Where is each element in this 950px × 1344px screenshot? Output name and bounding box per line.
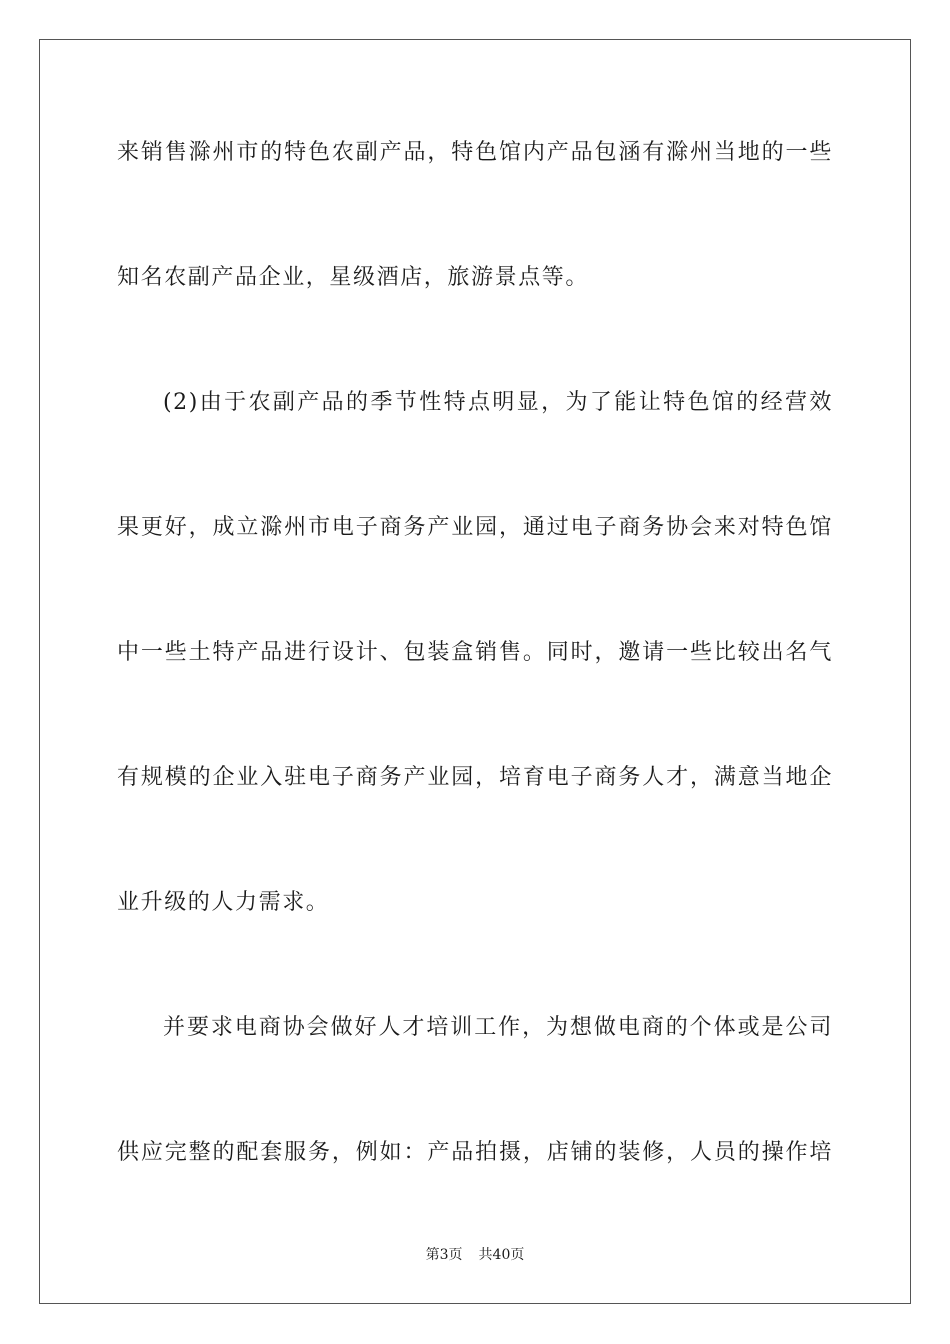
text-line-6: 有规模的企业入驻电子商务产业园，培育电子商务人才，满意当地企 — [117, 765, 833, 790]
page-total: 共40页 — [478, 1247, 525, 1263]
text-line-8: 并要求电商协会做好人才培训工作，为想做电商的个体或是公司 — [163, 1015, 833, 1040]
text-line-7: 业升级的人力需求。 — [117, 890, 330, 915]
page-footer — [0, 1245, 950, 1265]
page-number: 第3页 — [425, 1247, 463, 1263]
text-line-5: 中一些土特产品进行设计、包装盒销售。同时，邀请一些比较出名气 — [117, 640, 833, 665]
text-line-9: 供应完整的配套服务，例如：产品拍摄，店铺的装修，人员的操作培 — [117, 1140, 833, 1165]
text-line-1: 来销售滁州市的特色农副产品，特色馆内产品包涵有滁州当地的一些 — [117, 140, 833, 165]
text-line-3: (2)由于农副产品的季节性特点明显，为了能让特色馆的经营效 — [163, 390, 833, 415]
page-border — [39, 39, 911, 1304]
text-line-4: 果更好，成立滁州市电子商务产业园，通过电子商务协会来对特色馆 — [117, 515, 833, 540]
text-line-2: 知名农副产品企业，星级酒店，旅游景点等。 — [117, 265, 590, 290]
